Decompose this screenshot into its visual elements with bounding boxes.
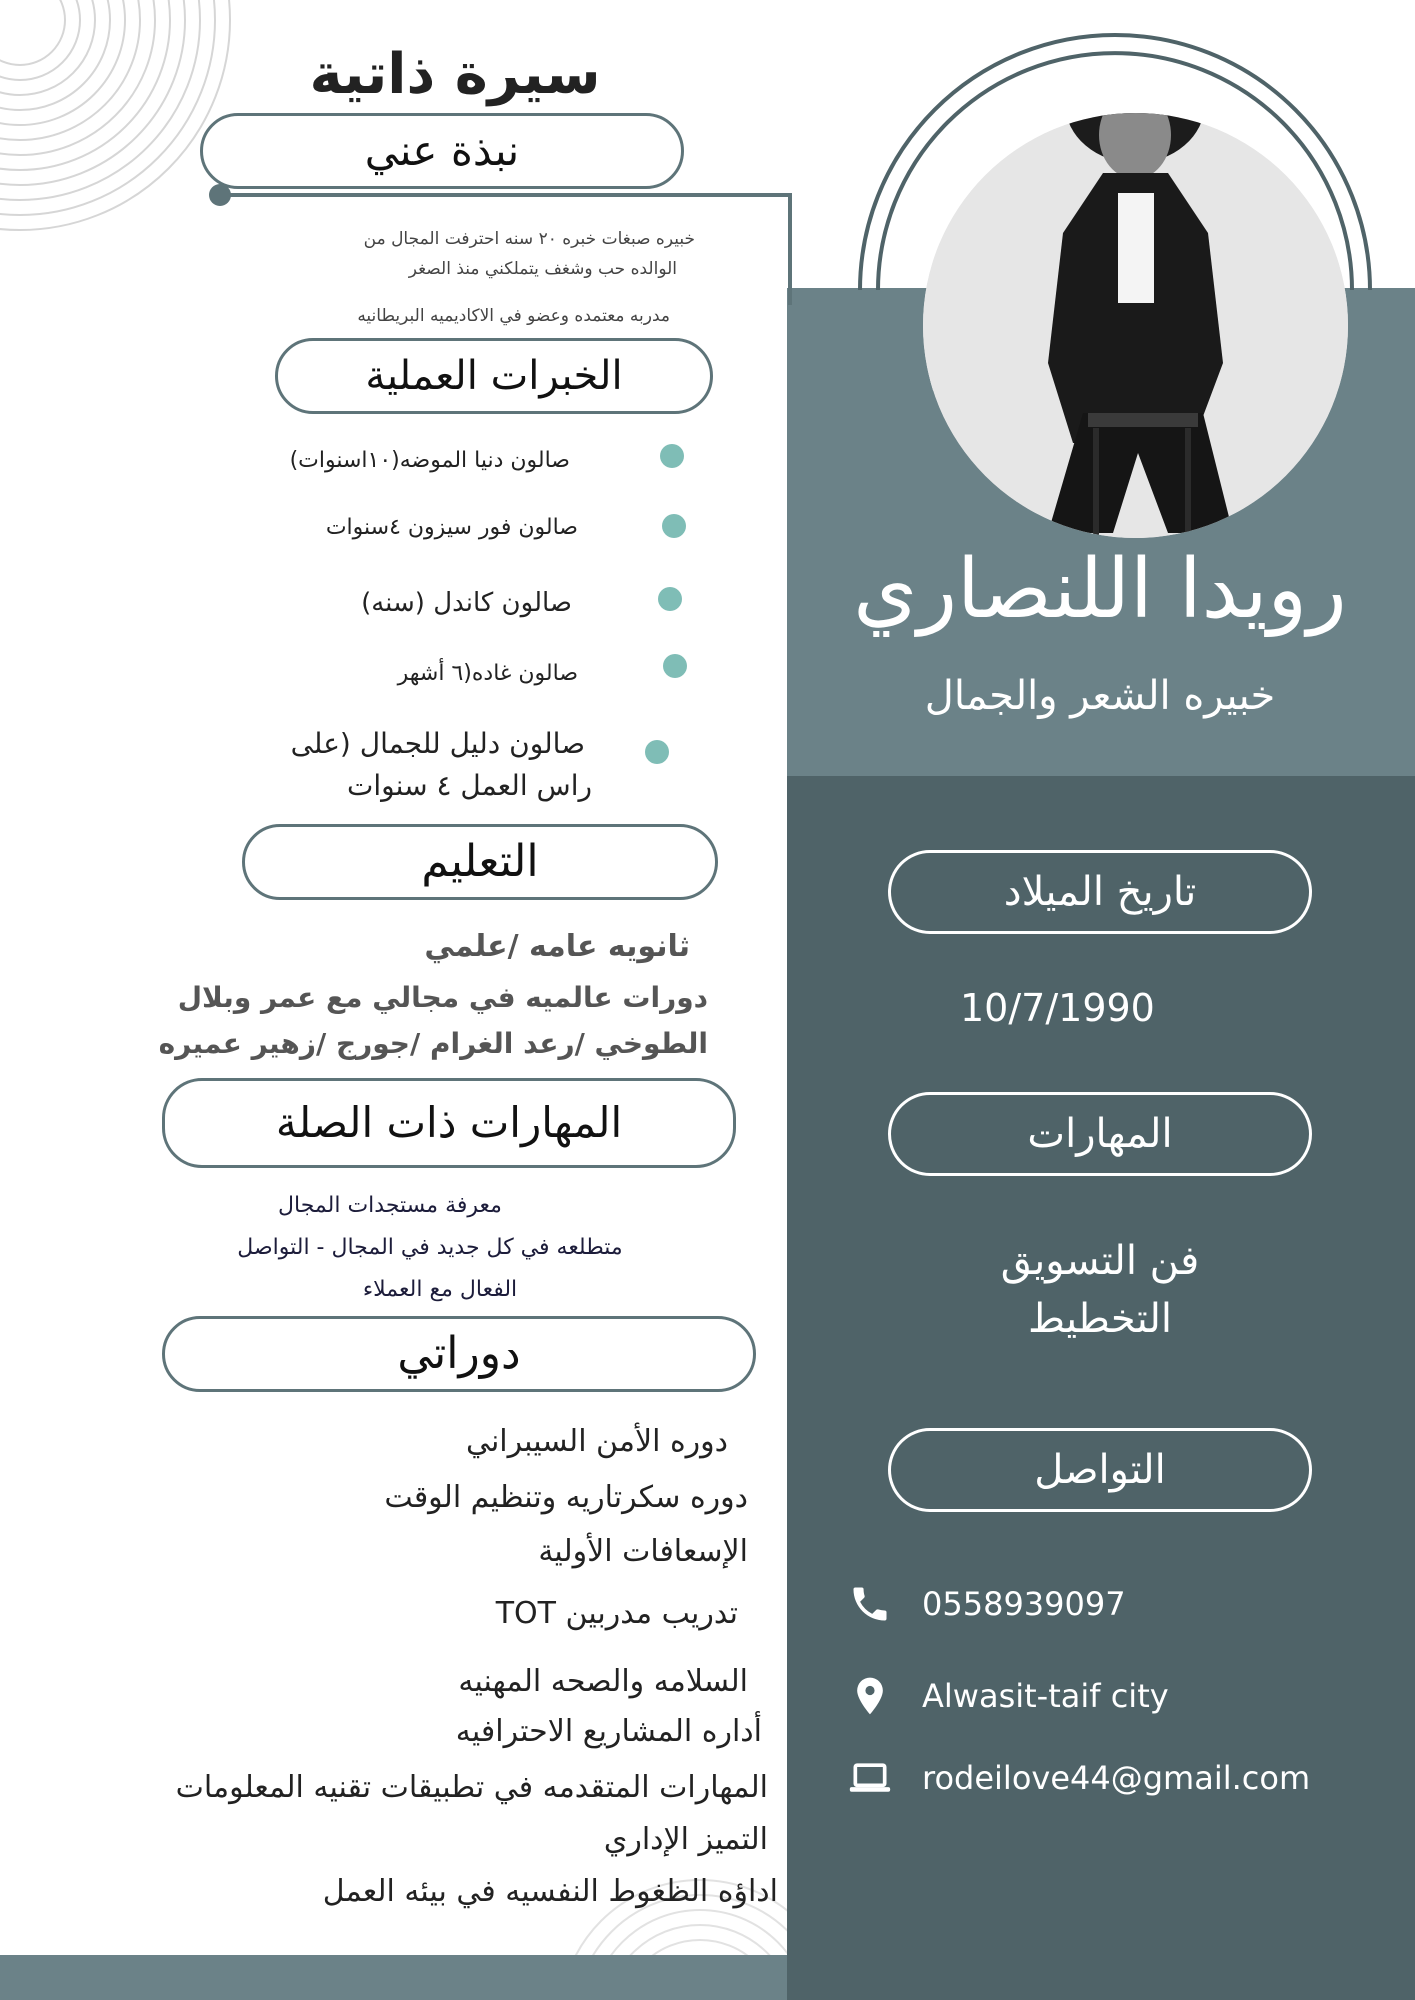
location-text: Alwasit-taif city: [922, 1677, 1169, 1715]
info-panel: [787, 776, 1415, 2000]
experience-heading: الخبرات العملية: [275, 338, 713, 414]
experience-bullet: [658, 587, 682, 611]
related-skills-heading: المهارات ذات الصلة: [162, 1078, 736, 1168]
about-line-3: مدربه معتمده وعضو في الاكاديميه البريطانيه: [357, 306, 670, 326]
course-item-5: السلامه والصحه المهنيه: [458, 1664, 748, 1699]
experience-bullet: [645, 740, 669, 764]
phone-icon: [848, 1582, 892, 1626]
skill-marketing: فن التسويق: [1000, 1238, 1200, 1284]
profile-name: رويدا اللنصاري: [853, 542, 1347, 637]
experience-item-3: صالون كاندل (سنه): [361, 588, 572, 618]
contact-heading: التواصل: [888, 1428, 1312, 1512]
experience-item-1: صالون دنيا الموضه(١٠اسنوات): [289, 448, 570, 473]
experience-bullet: [660, 444, 684, 468]
courses-heading: دوراتي: [162, 1316, 756, 1392]
profile-role: خبيره الشعر والجمال: [924, 673, 1276, 719]
related-skill-1: معرفة مستجدات المجال: [278, 1193, 502, 1218]
course-item-4: تدريب مدربين TOT: [495, 1596, 738, 1631]
education-line-2: دورات عالميه في مجالي مع عمر وبلال: [177, 981, 708, 1014]
birth-date: 10/7/1990: [960, 986, 1155, 1030]
location-pin-icon: [848, 1674, 892, 1718]
email-address[interactable]: rodeilove44@gmail.com: [922, 1759, 1311, 1797]
course-item-7: المهارات المتقدمه في تطبيقات تقنيه المعلومات: [175, 1770, 768, 1805]
experience-item-2: صالون فور سيزون ٤سنوات: [325, 515, 578, 540]
experience-bullet: [663, 654, 687, 678]
profile-photo: [923, 113, 1348, 538]
course-item-2: دوره سكرتاريه وتنظيم الوقت: [384, 1480, 748, 1515]
education-line-1: ثانويه عامه /علمي: [424, 929, 690, 964]
related-skill-2: متطلعه في كل جديد في المجال - التواصل: [237, 1235, 623, 1260]
education-heading: التعليم: [242, 824, 718, 900]
course-item-1: دوره الأمن السيبراني: [465, 1424, 728, 1459]
skill-planning: التخطيط: [1027, 1296, 1173, 1342]
about-heading: نبذة عني: [200, 113, 684, 189]
birth-heading: تاريخ الميلاد: [888, 850, 1312, 934]
course-item-8: التميز الإداري: [603, 1822, 768, 1857]
laptop-icon: [848, 1756, 892, 1800]
experience-bullet: [662, 514, 686, 538]
page-title: سيرة ذاتية: [309, 42, 601, 107]
skills-heading: المهارات: [888, 1092, 1312, 1176]
footer-strip: [0, 1955, 787, 2000]
person-illustration: [923, 113, 1348, 538]
course-item-6: أداره المشاريع الاحترافيه: [455, 1714, 762, 1749]
education-line-3: الطوخي /رعد الغرام /جورج /زهير عميره: [158, 1027, 708, 1060]
phone-number[interactable]: 0558939097: [922, 1585, 1126, 1623]
experience-item-5-cont: راس العمل ٤ سنوات: [347, 769, 592, 802]
about-line-2: الوالده حب وشغف يتملكني منذ الصغر: [408, 259, 677, 279]
related-skill-3: الفعال مع العملاء: [362, 1277, 518, 1302]
course-item-3: الإسعافات الأولية: [538, 1534, 748, 1569]
about-line-1: خبيره صبغات خبره ٢٠ سنه احترفت المجال من: [363, 229, 695, 249]
experience-item-4: صالون غاده(٦ أشهر: [397, 661, 578, 686]
experience-item-5: صالون دليل للجمال (على: [290, 727, 585, 760]
course-item-9: اداؤه الظغوط النفسيه في بيئه العمل: [322, 1874, 778, 1909]
